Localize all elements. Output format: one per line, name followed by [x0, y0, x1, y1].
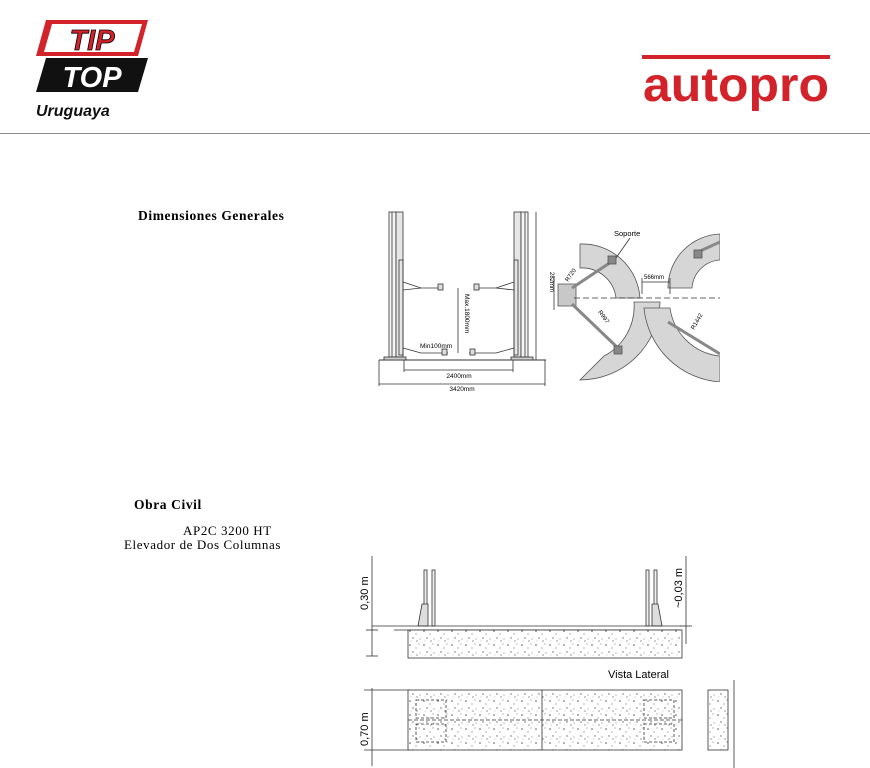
tiptop-line2: TOP: [62, 62, 122, 92]
arm-long-label-2: R1442: [690, 312, 705, 331]
header-divider: [0, 133, 870, 134]
gap-label: 566mm: [644, 275, 665, 281]
dimensions-title: Dimensiones Generales: [138, 208, 285, 223]
lift-front-view-diagram: [376, 210, 548, 392]
lift-top-view-diagram: [544, 226, 720, 382]
floor-tolerance-label: ~0,03 m: [673, 567, 685, 608]
max-height-label: Max.1800mm: [463, 294, 470, 334]
base-depth-label: 282mm: [548, 272, 554, 293]
arm-short-label: R720: [564, 267, 578, 284]
min-height-label: Min100mm: [420, 343, 453, 350]
slab-width-label: 0,70 m: [359, 712, 371, 746]
autopro-wordmark: autopro: [643, 59, 829, 112]
outer-width-label: 3420mm: [449, 386, 475, 392]
tiptop-logo: [36, 20, 148, 92]
support-label: Soporte: [614, 229, 641, 238]
tiptop-country: Uruguaya: [36, 103, 110, 120]
model-name: AP2C 3200 HT: [183, 523, 272, 538]
civil-works-title: Obra Civil: [134, 497, 202, 512]
arm-long-label-1: R997: [596, 309, 610, 325]
slab-thickness-label: 0,30 m: [359, 576, 371, 610]
autopro-logo: [640, 50, 832, 112]
tiptop-line1: TIP: [69, 25, 115, 57]
inner-width-label: 2400mm: [446, 373, 472, 380]
side-view-label: Vista Lateral: [608, 669, 669, 681]
civil-works-diagram: [352, 544, 744, 768]
lift-description: Elevador de Dos Columnas: [124, 537, 282, 552]
